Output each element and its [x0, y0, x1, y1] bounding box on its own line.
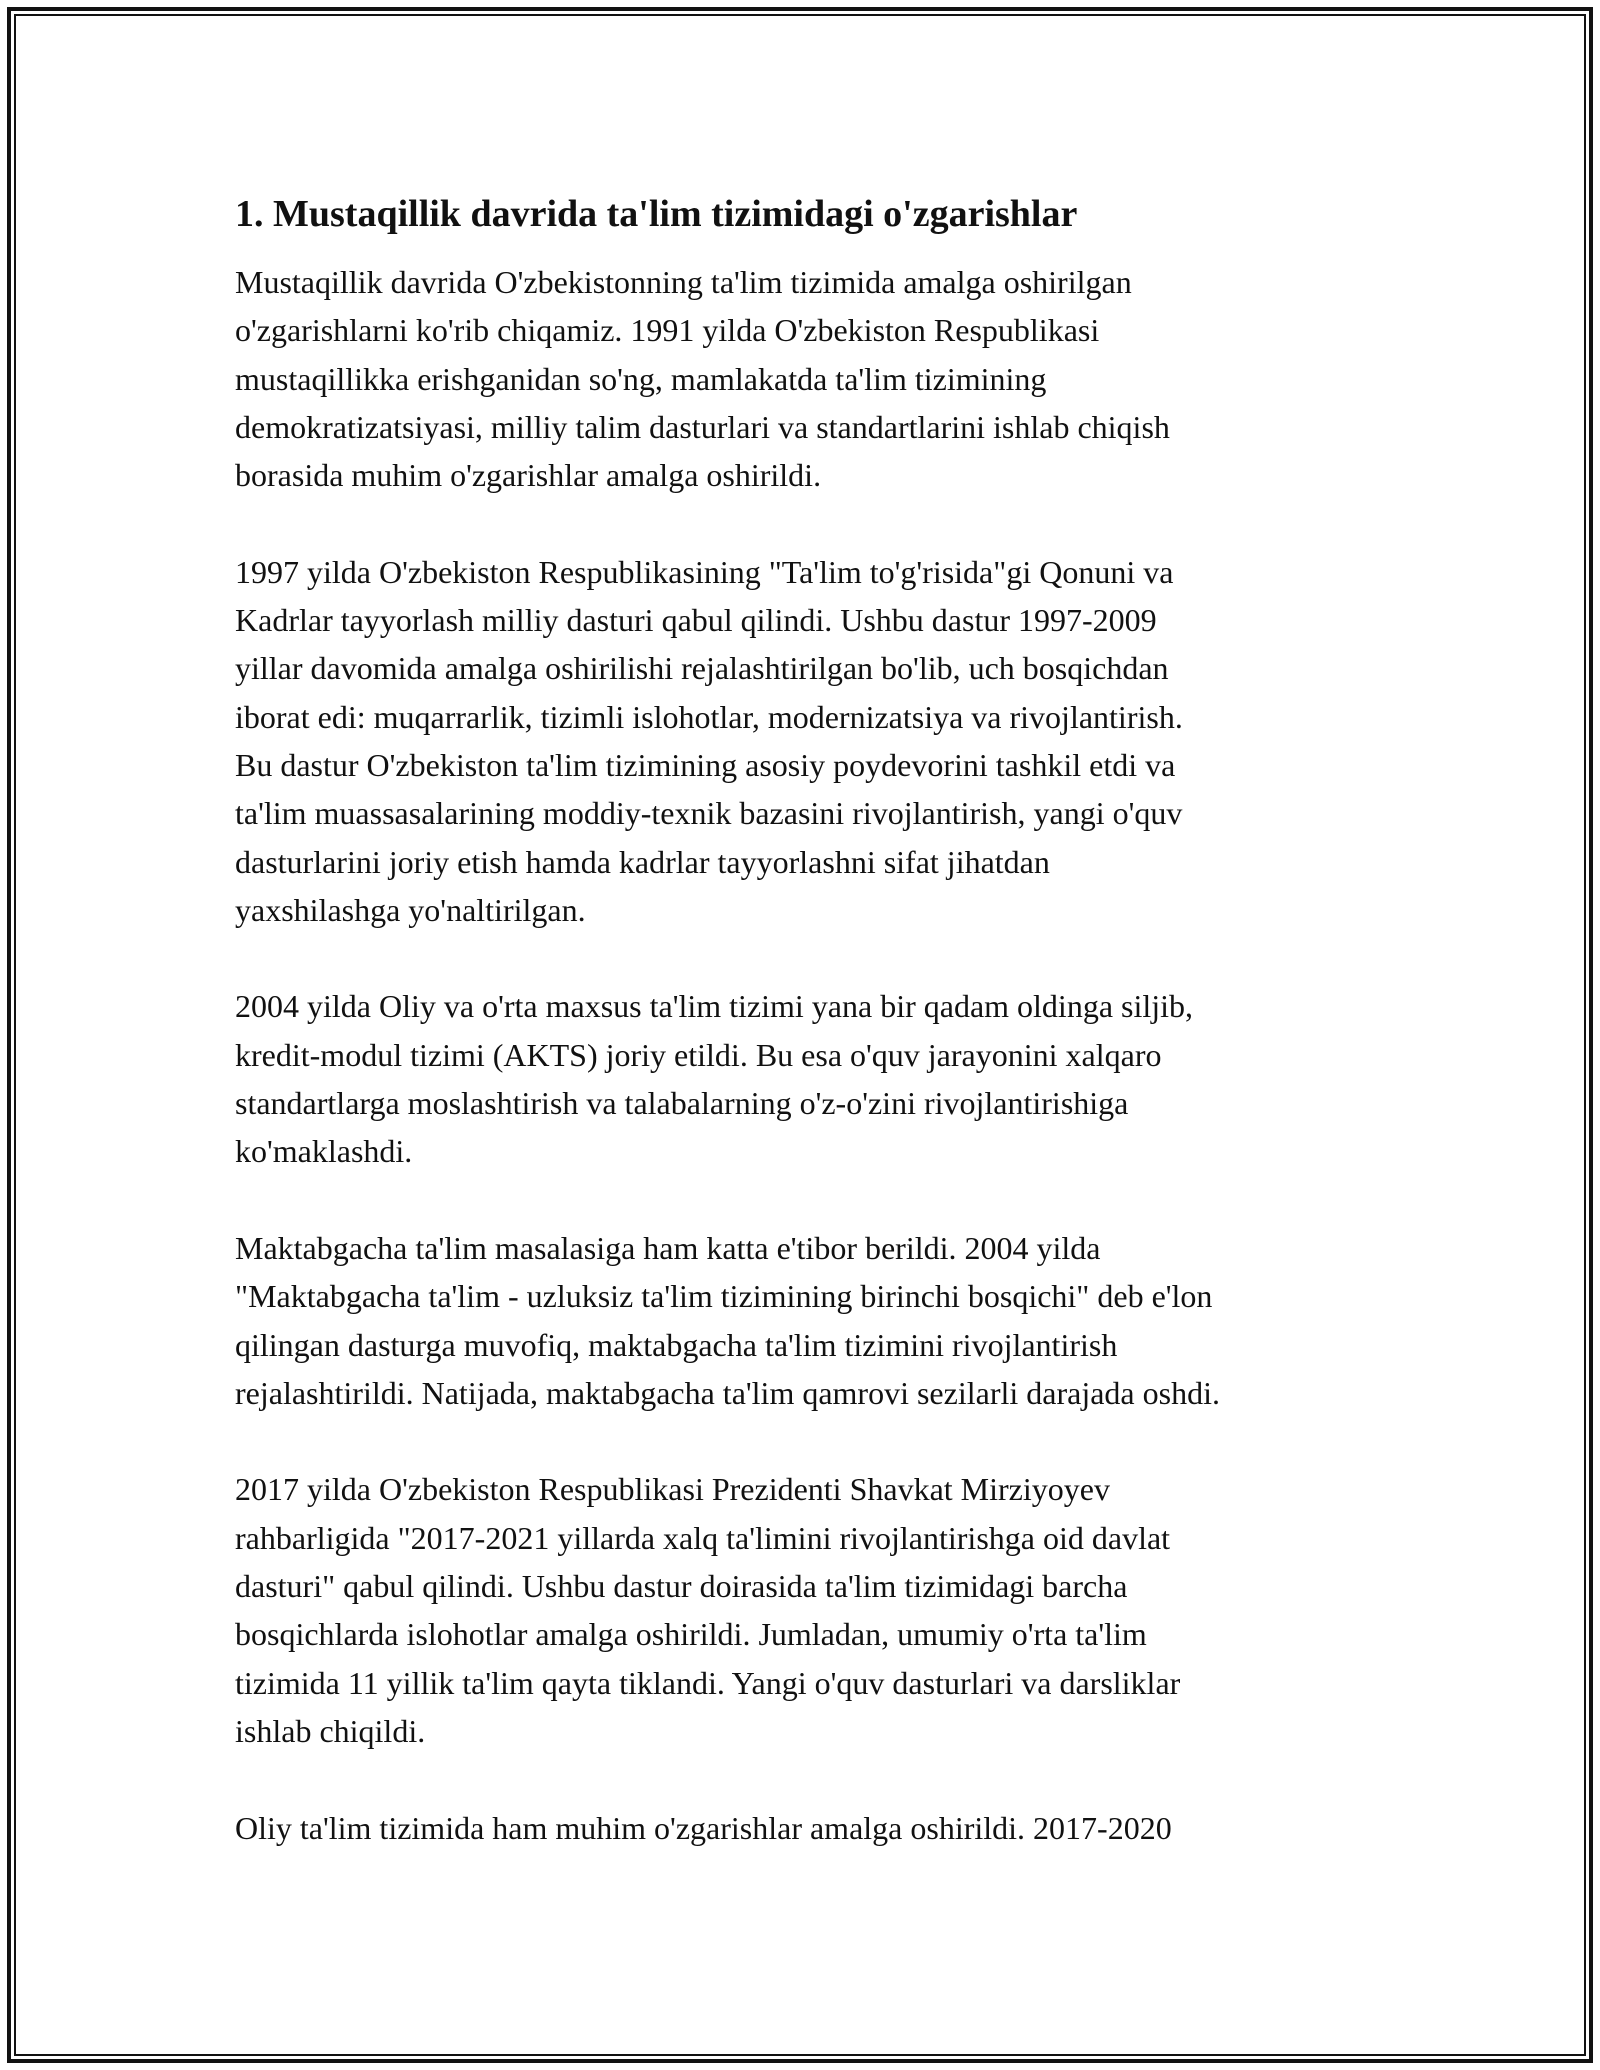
text-line: rejalashtirildi. Natijada, maktabgacha ta'lim qamrovi sezilarli darajada oshdi.	[235, 1374, 1220, 1411]
paragraph-4	[235, 1224, 1375, 1417]
text-line: ko'maklashdi.	[235, 1133, 413, 1170]
text-line: 1997 yilda O'zbekiston Respublikasining "Ta'lim to'g'risida"gi Qonuni va	[235, 553, 1174, 590]
text-line: Bu dastur O'zbekiston ta'lim tizimining asosiy poydevorini tashkil etdi va	[235, 746, 1176, 783]
text-line: mustaqillikka erishganidan so'ng, mamlakatda ta'lim tizimining	[235, 360, 1047, 397]
text-line: borasida muhim o'zgarishlar amalga oshirildi.	[235, 457, 822, 494]
text-line: bosqichlarda islohotlar amalga oshirildi. Jumladan, umumiy o'rta ta'lim	[235, 1616, 1147, 1653]
text-line: standartlarga moslashtirish va talabalarning o'z-o'zini rivojlantirishiga	[235, 1085, 1129, 1122]
text-line: 2017 yilda O'zbekiston Respublikasi Prezidenti Shavkat Mirziyoyev	[235, 1471, 1110, 1508]
text-line: yillar davomida amalga oshirilishi rejalashtirilgan bo'lib, uch bosqichdan	[235, 650, 1169, 687]
text-line: yaxshilashga yo'naltirilgan.	[235, 891, 586, 928]
text-line: iborat edi: muqarrarlik, tizimli islohotlar, modernizatsiya va rivojlantirish.	[235, 698, 1183, 735]
text-line: demokratizatsiyasi, milliy talim dasturlari va standartlarini ishlab chiqish	[235, 408, 1170, 445]
text-line: Maktabgacha ta'lim masalasiga ham katta e'tibor berildi. 2004 yilda	[235, 1229, 1101, 1266]
text-line: 2004 yilda Oliy va o'rta maxsus ta'lim tizimi yana bir qadam oldinga siljib,	[235, 988, 1194, 1025]
paragraph-6	[235, 1804, 1375, 1852]
text-line: kredit-modul tizimi (AKTS) joriy etildi. Bu esa o'quv jarayonini xalqaro	[235, 1036, 1162, 1073]
text-line: "Maktabgacha ta'lim - uzluksiz ta'lim tizimining birinchi bosqichi" deb e'lon	[235, 1278, 1213, 1315]
paragraph-1	[235, 258, 1375, 499]
text-line: Kadrlar tayyorlash milliy dasturi qabul qilindi. Ushbu dastur 1997-2009	[235, 602, 1157, 639]
document-content	[235, 188, 1375, 1900]
text-line: ishlab chiqildi.	[235, 1712, 426, 1749]
section-title: 1. Mustaqillik davrida ta'lim tizimidagi o'zgarishlar	[235, 193, 1078, 235]
text-line: rahbarligida "2017-2021 yillarda xalq ta'limini rivojlantirishga oid davlat	[235, 1519, 1171, 1556]
text-line: Mustaqillik davrida O'zbekistonning ta'lim tizimida amalga oshirilgan	[235, 264, 1132, 300]
text-line: tizimida 11 yillik ta'lim qayta tiklandi. Yangi o'quv dasturlari va darsliklar	[235, 1664, 1181, 1701]
text-line: ta'lim muassasalarining moddiy-texnik bazasini rivojlantirish, yangi o'quv	[235, 795, 1183, 832]
paragraph-2	[235, 548, 1375, 934]
text-line: o'zgarishlarni ko'rib chiqamiz. 1991 yilda O'zbekiston Respublikasi	[235, 312, 1100, 349]
text-line: qilingan dasturga muvofiq, maktabgacha ta'lim tizimini rivojlantirish	[235, 1326, 1118, 1363]
text-line: dasturlarini joriy etish hamda kadrlar tayyorlashni sifat jihatdan	[235, 843, 1050, 880]
paragraph-3	[235, 982, 1375, 1175]
text-line: dasturi" qabul qilindi. Ushbu dastur doirasida ta'lim tizimidagi barcha	[235, 1568, 1128, 1605]
paragraph-5	[235, 1465, 1375, 1755]
text-line: Oliy ta'lim tizimida ham muhim o'zgarishlar amalga oshirildi. 2017-2020	[235, 1809, 1172, 1846]
